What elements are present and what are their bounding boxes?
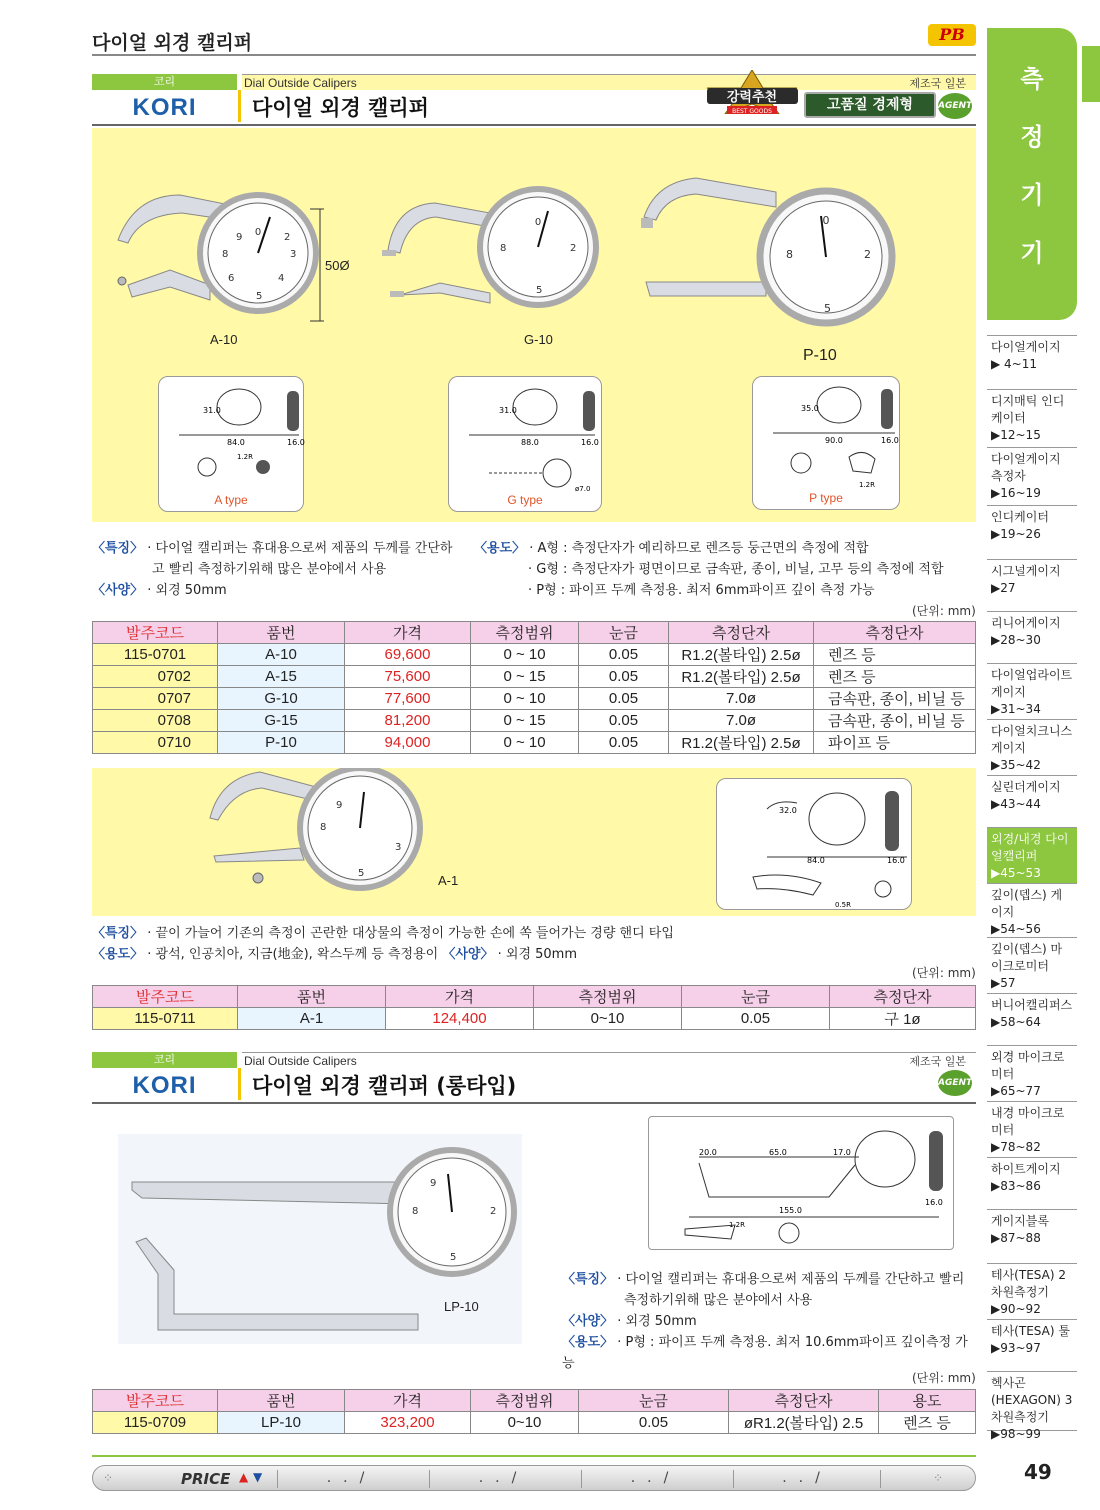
sidebar-item[interactable] [987,559,1077,611]
badge-recommend-text: 강력추천 [726,90,778,105]
sidebar-item-active[interactable] [987,827,1077,883]
table-row [93,710,976,732]
spec-table-3 [92,1389,976,1434]
feature-block [92,538,462,601]
sidebar-item[interactable] [987,1263,1077,1319]
sidebar-item-pages: ▶98~99 [991,1427,1041,1441]
graduation: 0.05 [579,666,669,688]
sidebar-item-label: 외경/내경 다이얼캘리퍼 [991,832,1069,863]
contact-point: 구 1ø [830,1008,976,1030]
model-label-p10: P-10 [803,347,837,364]
range: 0 ~ 15 [471,710,579,732]
table-header: 품번 [238,986,386,1008]
range: 0 ~ 10 [471,644,579,666]
svg-text:0: 0 [254,227,262,238]
divider [92,1102,976,1104]
table-row [93,1412,976,1434]
table-header: 눈금 [579,622,669,644]
price: 81,200 [345,710,471,732]
model-label-a1: A-1 [438,873,459,888]
svg-text:5: 5 [450,1252,457,1263]
price-slot[interactable]: ../ [429,1470,577,1488]
range: 0~10 [471,1412,579,1434]
svg-text:20.0: 20.0 [699,1148,717,1157]
spec-table-1 [92,621,976,754]
use-block [474,538,974,601]
section-title: 다이얼 외경 캘리퍼 [252,96,429,120]
diagram-g-type [448,376,602,512]
diagram-p-type [752,376,900,510]
svg-text:3: 3 [395,842,402,853]
svg-text:1.2R: 1.2R [859,481,875,489]
diagram-a-type [158,376,304,512]
svg-text:3: 3 [290,249,297,260]
sidebar-item-pages: ▶90~92 [991,1302,1041,1316]
pb-badge: PB [928,24,976,46]
table-header: 측정단자 [669,622,814,644]
brand-logo: KORI [132,94,197,121]
svg-text:16.0: 16.0 [887,856,905,865]
table-header: 눈금 [579,1390,729,1412]
range: 0~10 [534,1008,682,1030]
table-header: 용도 [879,1390,976,1412]
svg-text:16.0: 16.0 [925,1198,943,1207]
spec-label: 〈사양〉 [442,947,494,962]
sidebar-item-label: 깊이(뎁스) 게이지 [991,888,1063,919]
svg-text:1.2R: 1.2R [237,453,253,461]
svg-text:5: 5 [256,291,263,302]
quality-badge: 고품질 경제형 [804,92,936,118]
table-header: 눈금 [682,986,830,1008]
svg-text:65.0: 65.0 [769,1148,787,1157]
divider [92,54,976,56]
sidebar-item-label: 외경 마이크로미터 [991,1050,1065,1081]
unit-label: (단위: mm) [912,1371,976,1385]
use-text: · 광석, 인공치아, 지금(地金), 왁스두께 등 측정용이 [147,947,439,962]
dimension-label: 50Ø [325,258,350,273]
feature-label: 〈특징〉 [92,541,144,556]
table-header: 가격 [386,986,534,1008]
sidebar-item-label: 버니어캘리퍼스 [991,998,1073,1012]
feature-label: 〈특징〉 [92,926,144,941]
sidebar-item-pages: ▶83~86 [991,1179,1041,1193]
spec-text: · 외경 50mm [147,583,227,598]
use-text: · G형 : 측정단자가 평면이므로 금속판, 종이, 비닐, 고무 등의 측정에 적합 [528,562,944,577]
sidebar-item[interactable] [987,1319,1077,1371]
svg-text:8: 8 [222,249,229,260]
graduation: 0.05 [579,710,669,732]
sidebar-item-label: 게이지블록 [991,1214,1049,1228]
application: 렌즈 등 [814,666,976,688]
contact-point: R1.2(볼타입) 2.5ø [669,732,814,754]
use-label: 〈용도〉 [474,541,526,556]
spec-label: 〈사양〉 [92,583,144,598]
part-number: A-1 [238,1008,386,1030]
price: 77,600 [345,688,471,710]
use-label: 〈용도〉 [562,1335,614,1350]
part-number: G-15 [218,710,345,732]
sidebar-item[interactable] [987,1209,1077,1263]
svg-text:31.0: 31.0 [203,406,221,415]
sidebar-item-label: 다이얼게이지 [991,340,1061,354]
svg-text:6: 6 [228,273,235,284]
spec-label: 〈사양〉 [562,1314,614,1329]
order-code: 0710 [93,732,218,754]
sidebar-item-label: 내경 마이크로미터 [991,1106,1065,1137]
contact-point: 7.0ø [669,688,814,710]
table-row [93,732,976,754]
sidebar-item-pages: ▶58~64 [991,1015,1041,1029]
price-slot[interactable]: ../ [277,1470,425,1488]
svg-text:84.0: 84.0 [807,856,825,865]
sidebar-item-label: 실린더게이지 [991,780,1061,794]
price-label: PRICE [181,1470,231,1488]
part-number: A-10 [218,644,345,666]
svg-text:9: 9 [336,800,343,811]
sidebar-item-label: 다이얼업라이트 게이지 [991,668,1073,699]
model-label-g10: G-10 [524,332,553,347]
table-header: 품번 [218,1390,345,1412]
sidebar-item-pages: ▶19~26 [991,527,1041,541]
best-goods-badge [705,70,800,114]
svg-text:16.0: 16.0 [581,438,599,447]
range: 0 ~ 15 [471,666,579,688]
spec-table-2 [92,985,976,1030]
table-header: 측정단자 [729,1390,879,1412]
type-label: G type [507,493,543,507]
sidebar-item[interactable] [987,447,1077,505]
sidebar-item[interactable] [987,335,1077,389]
feature-text: · 끝이 가늘어 기존의 측정이 곤란한 대상물의 측정이 가능한 손에 쏙 들어가는 경량 핸디 타입 [147,926,674,941]
sidebar-item-pages: ▶57 [991,976,1016,990]
sidebar-item-label: 테사(TESA) 툴 [991,1324,1070,1338]
table-header: 발주코드 [93,1390,218,1412]
svg-text:2: 2 [490,1206,497,1217]
sidebar-item-label: 깊이(뎁스) 마이크로미터 [991,942,1063,973]
svg-text:9: 9 [236,232,243,243]
origin-label: 제조국 일본 [909,77,966,90]
part-number: G-10 [218,688,345,710]
sidebar-item[interactable] [987,775,1077,827]
table-row [93,666,976,688]
price-bar [92,1465,976,1491]
sidebar-item-pages: ▶31~34 [991,702,1041,716]
page-title: 다이얼 외경 캘리퍼 [92,32,253,54]
order-code: 0708 [93,710,218,732]
table-header: 발주코드 [93,622,218,644]
svg-text:2: 2 [570,243,577,254]
sidebar-nav [987,335,1077,1455]
price-slot[interactable]: ../ [581,1470,729,1488]
sidebar-item-pages: ▶45~53 [991,866,1041,880]
range: 0 ~ 10 [471,732,579,754]
application: 금속판, 종이, 비닐 등 [814,710,976,732]
rivet-icon: ⁘ [103,1471,114,1485]
feature-block-lp10 [562,1269,974,1374]
svg-text:9: 9 [430,1178,437,1189]
application: 파이프 등 [814,732,976,754]
sidebar-item[interactable] [987,719,1077,775]
price: 124,400 [386,1008,534,1030]
table-header: 측정범위 [534,986,682,1008]
sidebar-item-pages: ▶16~19 [991,486,1041,500]
category-tab-char: 기 [1020,181,1044,209]
order-code: 0702 [93,666,218,688]
order-code: 115-0701 [93,644,218,666]
category-tab-char: 측 [1020,65,1044,93]
sidebar-item[interactable] [987,505,1077,559]
svg-text:0.5R: 0.5R [835,901,851,909]
feature-label: 〈특징〉 [562,1272,614,1287]
use-text: · A형 : 측정단자가 예리하므로 렌즈등 둥근면의 측정에 적합 [529,541,869,556]
order-code: 0707 [93,688,218,710]
category-tab-char: 기 [1020,239,1044,267]
order-code: 115-0711 [93,1008,238,1030]
table-header: 측정범위 [471,1390,579,1412]
use-text: · P형 : 파이프 두께 측정용. 최저 6mm파이프 깊이 측정 가능 [528,583,875,598]
sidebar-item-label: 테사(TESA) 2차원측정기 [991,1268,1066,1299]
feature-block-a1 [92,923,972,965]
sidebar-item-pages: ▶28~30 [991,633,1041,647]
order-code: 115-0709 [93,1412,218,1434]
sidebar-item[interactable] [987,883,1077,937]
diagram-lp10 [648,1116,954,1250]
sidebar-item[interactable] [987,389,1077,447]
sidebar-item-pages: ▶12~15 [991,428,1041,442]
sidebar-item-label: 하이트게이지 [991,1162,1061,1176]
section3-header [92,1052,976,1104]
feature-text: 측정하기위해 많은 분야에서 사용 [624,1293,813,1308]
rivet-icon: ⁘ [933,1471,944,1485]
divider [92,1455,976,1457]
svg-text:5: 5 [536,285,543,296]
sidebar-item-label: 인디케이터 [991,510,1049,524]
contact-point: R1.2(볼타입) 2.5ø [669,644,814,666]
part-number: LP-10 [218,1412,345,1434]
section-subtitle: Dial Outside Calipers [242,74,976,90]
page-number: 49 [1024,1460,1052,1484]
table-header: 가격 [345,1390,471,1412]
table-header: 측정단자 [814,622,976,644]
sidebar-item-label: 디지매틱 인디케이터 [991,394,1065,425]
diagram-a1 [716,778,912,910]
sidebar-item-label: 헥사곤(HEXAGON) 3차원측정기 [991,1376,1073,1424]
spec-text: · 외경 50mm [617,1314,697,1329]
application: 렌즈 등 [879,1412,976,1434]
feature-text: 고 빨리 측정하기위해 많은 분야에서 사용 [152,562,387,577]
caliper-p10-image [636,172,896,344]
table-row [93,1008,976,1030]
type-label: P type [809,491,843,505]
svg-text:84.0: 84.0 [227,438,245,447]
sidebar-item-pages: ▶35~42 [991,758,1041,772]
application: 렌즈 등 [814,644,976,666]
graduation: 0.05 [579,688,669,710]
section-title: 다이얼 외경 캘리퍼 (롱타입) [252,1074,517,1098]
sidebar-item-pages: ▶27 [991,581,1016,595]
svg-text:0: 0 [822,214,830,227]
caliper-a10-image [110,185,350,335]
svg-text:ø7.0: ø7.0 [575,485,591,493]
footer [92,1455,976,1493]
sidebar-item[interactable] [987,611,1077,663]
svg-text:8: 8 [786,248,793,261]
sidebar-item-pages: ▶78~82 [991,1140,1041,1154]
type-label: A type [214,493,248,507]
sidebar-item-label: 시그널게이지 [991,564,1061,578]
table-row [93,644,976,666]
svg-text:8: 8 [500,243,507,254]
svg-text:16.0: 16.0 [287,438,305,447]
divider [92,124,976,126]
table-header: 측정범위 [471,622,579,644]
badge-best-goods-text: BEST GOODS [732,108,772,114]
table-header: 측정단자 [830,986,976,1008]
sidebar-item-pages: ▶ 4~11 [991,357,1038,371]
part-number: P-10 [218,732,345,754]
table-header: 품번 [218,622,345,644]
brand-logo: KORI [132,1072,197,1099]
graduation: 0.05 [579,644,669,666]
svg-text:32.0: 32.0 [779,806,797,815]
feature-text: · 다이얼 캘리퍼는 휴대용으로써 제품의 두께를 간단하 [147,541,453,556]
feature-text: · 다이얼 캘리퍼는 휴대용으로써 제품의 두께를 간단하고 빨리 [617,1272,965,1287]
sidebar-item[interactable] [987,663,1077,719]
sidebar-item[interactable] [987,1157,1077,1209]
svg-text:2: 2 [284,232,291,243]
svg-text:8: 8 [412,1206,419,1217]
svg-text:35.0: 35.0 [801,404,819,413]
contact-point: R1.2(볼타입) 2.5ø [669,666,814,688]
category-tab-char: 정 [1020,123,1044,151]
svg-text:5: 5 [358,868,365,879]
svg-text:1.2R: 1.2R [729,1221,745,1229]
sidebar-item-label: 다이얼게이지 측정자 [991,452,1061,483]
sidebar-item-pages: ▶54~56 [991,922,1041,936]
graduation: 0.05 [579,1412,729,1434]
table-header: 가격 [345,622,471,644]
svg-text:4: 4 [278,273,285,284]
triangle-down-icon: ▼ [253,1470,263,1484]
sidebar-item[interactable] [987,1045,1077,1101]
svg-text:16.0: 16.0 [881,436,899,445]
sidebar-item[interactable] [987,937,1077,993]
tab-marker [1082,46,1100,102]
sidebar-item-label: 리니어게이지 [991,616,1061,630]
brand-korean: 코리 [92,74,237,90]
svg-text:90.0: 90.0 [825,436,843,445]
caliper-a1-image [200,768,430,900]
sidebar-item-pages: ▶65~77 [991,1084,1041,1098]
svg-text:17.0: 17.0 [833,1148,851,1157]
unit-label: (단위: mm) [912,604,976,618]
svg-text:31.0: 31.0 [499,406,517,415]
use-text: · P형 : 파이프 두께 측정용. 최저 10.6mm파이프 깊이측정 가능 [562,1335,968,1371]
category-tab[interactable] [987,28,1077,320]
spec-text: · 외경 50mm [497,947,578,962]
svg-text:88.0: 88.0 [521,438,539,447]
part-number: A-15 [218,666,345,688]
svg-text:155.0: 155.0 [779,1206,802,1215]
sidebar-item-pages: ▶43~44 [991,797,1041,811]
sidebar-item-pages: ▶87~88 [991,1231,1041,1245]
application: 금속판, 종이, 비닐 등 [814,688,976,710]
price-slot[interactable]: ../ [733,1470,881,1488]
table-header: 발주코드 [93,986,238,1008]
divider [238,1068,241,1100]
table-row [93,688,976,710]
model-label-lp10: LP-10 [444,1299,479,1314]
graduation: 0.05 [682,1008,830,1030]
price: 75,600 [345,666,471,688]
svg-text:8: 8 [320,822,327,833]
caliper-g10-image [380,185,600,315]
range: 0 ~ 10 [471,688,579,710]
brand-korean: 코리 [92,1052,237,1068]
price: 69,600 [345,644,471,666]
sidebar-item[interactable] [987,1101,1077,1157]
section-subtitle: Dial Outside Calipers [242,1052,976,1068]
contact-point: øR1.2(볼타입) 2.5 [729,1412,879,1434]
sidebar-item-pages: ▶93~97 [991,1341,1041,1355]
svg-text:0: 0 [534,217,542,228]
triangle-up-icon: ▲ [239,1470,249,1484]
use-label: 〈용도〉 [92,947,144,962]
price: 94,000 [345,732,471,754]
svg-text:5: 5 [824,302,831,315]
origin-label: 제조국 일본 [909,1055,966,1068]
sidebar-item-label: 다이얼치크니스 게이지 [991,724,1073,755]
svg-text:2: 2 [864,248,871,261]
price: 323,200 [345,1412,471,1434]
sidebar-item[interactable] [987,1371,1077,1441]
agent-logo: AGENT [938,93,972,119]
divider [238,90,241,122]
graduation: 0.05 [579,732,669,754]
unit-label: (단위: mm) [912,966,976,980]
model-label-a10: A-10 [210,332,238,347]
sidebar-item[interactable] [987,993,1077,1045]
contact-point: 7.0ø [669,710,814,732]
agent-logo: AGENT [938,1070,972,1096]
